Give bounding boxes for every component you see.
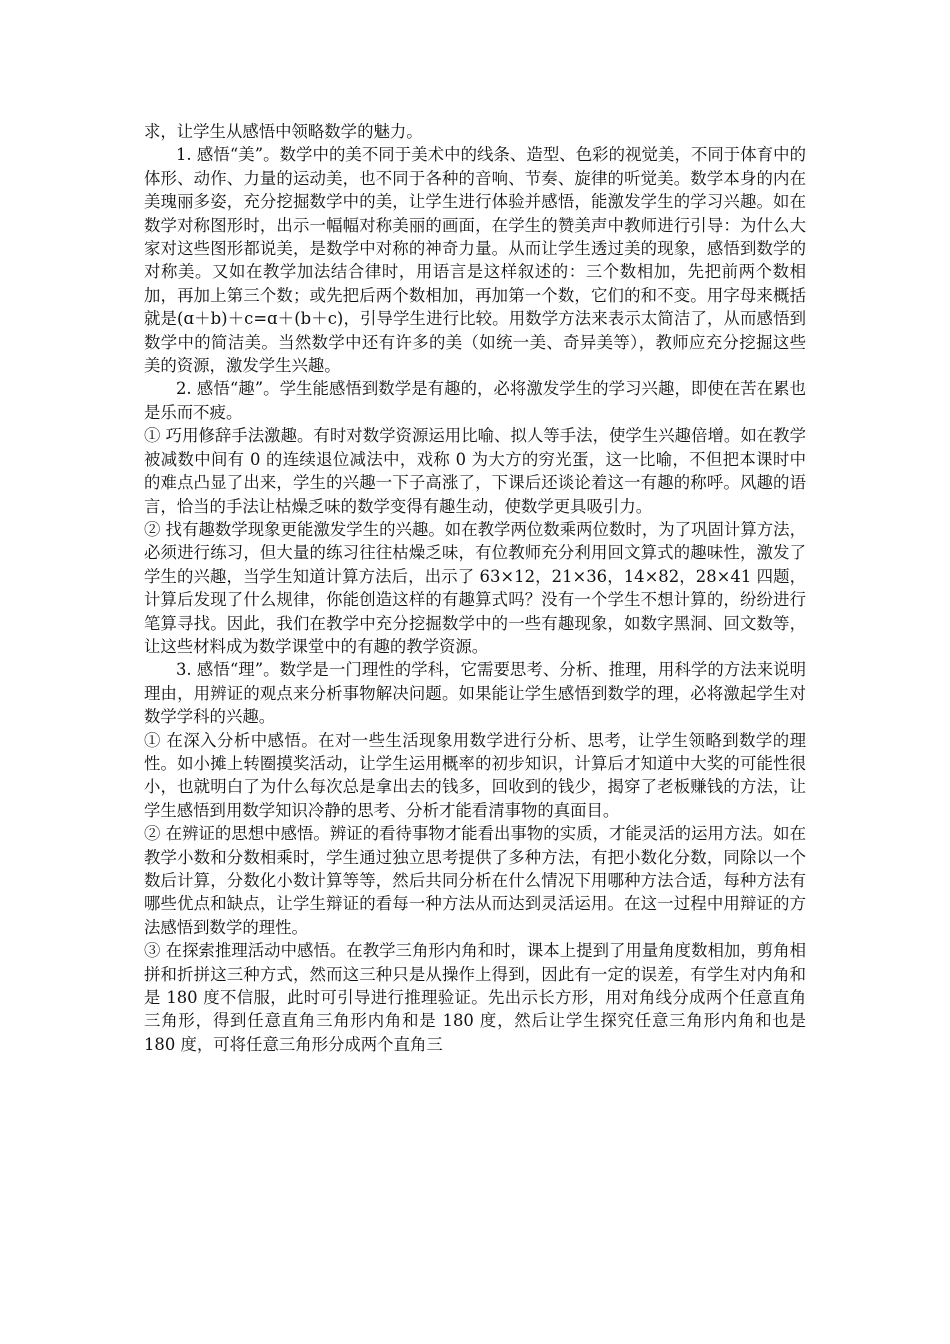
paragraph-reasoning: ③ 在探索推理活动中感悟。在教学三角形内角和时，课本上提到了用量角度数相加，剪角相拼和折拼这三种方式，然而这三种只是从操作上得到，因此有一定的误差，有学生对内角和是 180 度不信服，此时可引导进行推理验证。先出示长方形，用对角线分成两个任意直角三角形，得到任意直角三角形内角和是 180 度，然后让学生探究任意三角形内角和也是 180 度，可将任意三角形分成两个直角三 xyxy=(144,941,806,1054)
paragraph-perceive-reason: 3. 感悟“理”。数学是一门理性的学科，它需要思考、分析、推理，用科学的方法来说明理由，用辨证的观点来分析事物解决问题。如果能让学生感悟到数学的理，必将激起学生对数学学科的兴趣。 xyxy=(144,660,806,727)
paragraph-perceive-beauty: 1. 感悟“美”。数学中的美不同于美术中的线条、造型、色彩的视觉美，不同于体育中的体形、动作、力量的运动美，也不同于各种的音响、节奏、旋律的听觉美。数学本身的内在美瑰丽多姿，充分挖掘数学中的美，让学生进行体验并感悟，能激发学生的学习兴趣。如在数学对称图形时，出示一幅幅对称美丽的画面，在学生的赞美声中教师进行引导：为什么大家对这些图形都说美，是数学中对称的神奇力量。从而让学生透过美的现象，感悟到数学的对称美。又如在教学加法结合律时，用语言是这样叙述的：三个数相加，先把前两个数相加，再加上第三个数；或先把后两个数相加，再加第一个数，它们的和不变。用字母来概括就是(ɑ＋b)＋c=ɑ＋(b＋c)，引导学生进行比较。用数学方法来表示太简洁了，从而感悟到数学中的简洁美。当然数学中还有许多的美（如统一美、奇异美等），教师应充分挖掘这些美的资源，激发学生兴趣。 xyxy=(144,145,806,376)
paragraph-fun-phenomena: ② 找有趣数学现象更能激发学生的兴趣。如在教学两位数乘两位数时，为了巩固计算方法，必须进行练习，但大量的练习往往枯燥乏味，有位教师充分利用回文算式的趣味性，激发了学生的兴趣，当学生知道计算方法后，出示了 63×12，21×36，14×82，28×41 四题，计算后发现了什么规律，你能创造这样的有趣算式吗？没有一个学生不想计算的，纷纷进行笔算寻找。因此，我们在教学中充分挖掘数学中的一些有趣现象，如数字黑洞、回文数等，让这些材料成为数学课堂中的有趣的教学资源。 xyxy=(144,519,806,656)
paragraph-perceive-interest: 2. 感悟“趣”。学生能感悟到数学是有趣的，必将激发学生的学习兴趣，即使在苦在累也是乐而不疲。 xyxy=(144,379,806,422)
paragraph-deep-analysis: ① 在深入分析中感悟。在对一些生活现象用数学进行分析、思考，让学生领略到数学的理性。如小摊上转圈摸奖活动，让学生运用概率的初步知识，计算后才知道中大奖的可能性很小，也就明白了为什么每次总是拿出去的钱多，回收到的钱少，揭穿了老板赚钱的方法，让学生感悟到用数学知识冷静的思考、分析才能看清事物的真面目。 xyxy=(144,730,806,820)
document-body xyxy=(144,120,806,1056)
paragraph-intro-tail: 求，让学生从感悟中领略数学的魅力。 xyxy=(144,122,423,141)
paragraph-dialectic: ② 在辨证的思想中感悟。辨证的看待事物才能看出事物的实质，才能灵活的运用方法。如在教学小数和分数相乘时，学生通过独立思考提供了多种方法，有把小数化分数，同除以一个数后计算，分数化小数计算等等，然后共同分析在什么情况下用哪种方法合适，每种方法有哪些优点和缺点，让学生辩证的看每一种方法从而达到灵活运用。在这一过程中用辩证的方法感悟到数学的理性。 xyxy=(144,824,806,937)
paragraph-rhetoric: ① 巧用修辞手法激趣。有时对数学资源运用比喻、拟人等手法，使学生兴趣倍增。如在教学被减数中间有 0 的连续退位减法中，戏称 0 为大方的穷光蛋，这一比喻，不但把本课时中的难点凸显了出来，学生的兴趣一下子高涨了，下课后还谈论着这一有趣的称呼。风趣的语言，恰当的手法让枯燥乏味的数学变得有趣生动，使数学更具吸引力。 xyxy=(144,426,806,516)
